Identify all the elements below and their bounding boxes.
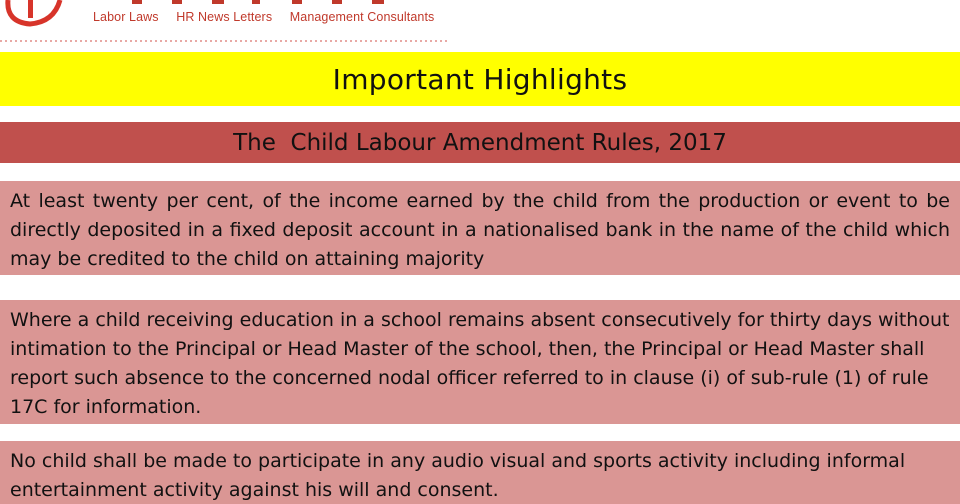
highlight-text: Where a child receiving education in a school remains absent consecutively for thirty days without intimation to the Principal or Head Master of the school, then, the Principal or Head Master shall report such absence to the concerned nodal officer referred to in clause (i) of sub-rule (1) of rule 17C for information.	[10, 309, 950, 418]
logo-icon	[0, 0, 80, 30]
tagline-hr-news-letters: HR News Letters	[176, 10, 273, 24]
header-dotted-rule	[0, 38, 450, 44]
highlight-text: At least twenty per cent, of the income earned by the child from the production or event to be directly deposited in a fixed deposit account in a nationalised bank in the name of the child which may be credited to the child on attaining majority	[10, 190, 950, 270]
page-title: Important Highlights	[332, 62, 628, 96]
tagline	[93, 10, 448, 24]
rules-title: The Child Labour Amendment Rules, 2017	[233, 129, 727, 156]
tagline-management-consultants: Management Consultants	[289, 10, 435, 24]
highlight-box-consent	[0, 441, 960, 504]
highlight-box-income	[0, 181, 960, 275]
highlight-text: No child shall be made to participate in any audio visual and sports activity including informal entertainment activity against his will and consent.	[10, 450, 906, 501]
highlights-banner	[0, 52, 960, 106]
tagline-labor-laws: Labor Laws	[93, 10, 159, 24]
logo-wordmark-fragment	[120, 0, 420, 6]
highlight-box-absence	[0, 300, 960, 424]
site-header	[0, 0, 960, 46]
rules-title-banner	[0, 122, 960, 163]
